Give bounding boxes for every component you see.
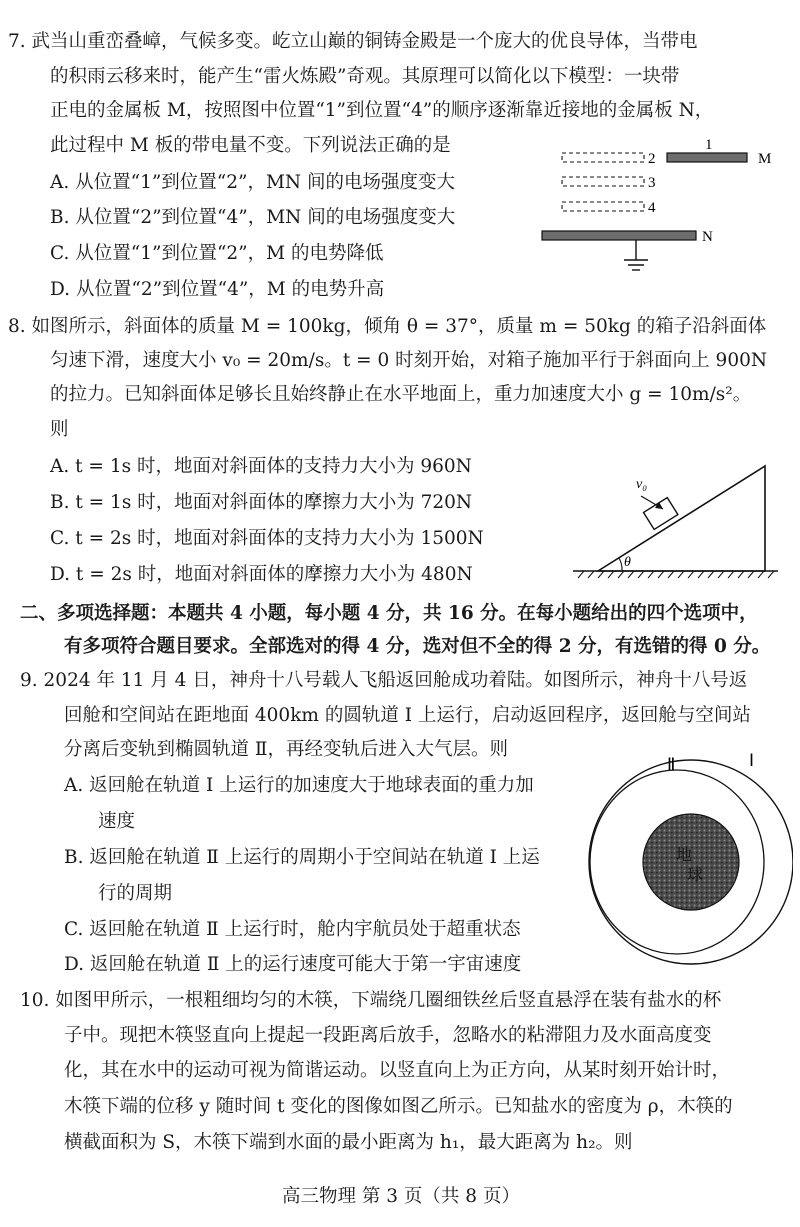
q7-line-3: 正电的金属板 M，按照图中位置“1”到位置“4”的顺序逐渐靠近接地的金属板 N， (50, 100, 714, 121)
q9-option-a: A. 返回舱在轨道 Ⅰ 上运行的加速度大于地球表面的重力加 (64, 775, 534, 796)
q8-option-d: D. t = 2s 时，地面对斜面体的摩擦力大小为 480N (50, 564, 473, 585)
section-2-line-1: 二、多项选择题：本题共 4 小题，每小题 4 分，共 16 分。在每小题给出的四个选项中， (20, 603, 758, 624)
q10-line-3: 化，其在水中的运动可视为简谐运动。以竖直向上为正方向，从某时刻开始计时， (64, 1060, 731, 1081)
plate-position-2 (562, 153, 644, 162)
page-footer: 高三物理 第 3 页（共 8 页） (282, 1186, 520, 1207)
q8-option-a: A. t = 1s 时，地面对斜面体的支持力大小为 960N (50, 456, 472, 477)
q10-line-2: 子中。现把木筷竖直向上提起一段距离后放手，忽略水的粘滞阻力及水面高度变 (64, 1025, 712, 1046)
fig7-label-m: M (758, 151, 772, 167)
q7-option-d: D. 从位置“2”到位置“4”，M 的电势升高 (50, 279, 385, 300)
q8-incline-figure (570, 458, 785, 583)
q9-option-b: B. 返回舱在轨道 Ⅱ 上运行的周期小于空间站在轨道 Ⅰ 上运 (64, 847, 540, 868)
fig7-label-n: N (702, 229, 713, 245)
fig8-label-v0: v₀ (636, 477, 648, 492)
q8-line-2: 匀速下滑，速度大小 v₀ = 20m/s。t = 0 时刻开始，对箱子施加平行于斜面向上 900N (50, 350, 768, 371)
q8-option-b: B. t = 1s 时，地面对斜面体的摩擦力大小为 720N (50, 492, 473, 513)
q9-orbit-figure (583, 744, 793, 974)
fig9-label-orbit-2: Ⅱ (667, 755, 676, 774)
q8-option-c: C. t = 2s 时，地面对斜面体的支持力大小为 1500N (50, 528, 484, 549)
q7-line-4: 此过程中 M 板的带电量不变。下列说法正确的是 (50, 135, 451, 156)
fig7-label-1: 1 (705, 137, 713, 153)
q8-line-1: 8. 如图所示，斜面体的质量 M = 100kg，倾角 θ = 37°，质量 m = 50kg 的箱子沿斜面体 (8, 316, 767, 337)
angle-arc (619, 558, 622, 571)
plate-position-4 (562, 202, 644, 211)
q9-option-b-cont: 行的周期 (98, 883, 173, 904)
q9-line-3: 分离后变轨到椭圆轨道 Ⅱ，再经变轨后进入大气层。则 (64, 739, 508, 760)
q7-option-b: B. 从位置“2”到位置“4”，MN 间的电场强度变大 (50, 207, 456, 228)
q7-option-c: C. 从位置“1”到位置“2”，M 的电势降低 (50, 243, 384, 264)
q8-line-3: 的拉力。已知斜面体足够长且始终静止在水平地面上，重力加速度大小 g = 10m/s²。 (50, 384, 752, 405)
q9-line-2: 回舱和空间站在距地面 400km 的圆轨道 Ⅰ 上运行，启动返回程序，返回舱与空间站 (64, 705, 751, 726)
q10-line-1: 10. 如图甲所示，一根粗细均匀的木筷，下端绕几圈细铁丝后竖直悬浮在装有盐水的杯 (20, 990, 722, 1011)
plate-m-position-1 (667, 153, 747, 162)
fig8-label-theta: θ (624, 555, 631, 570)
plate-position-3 (562, 177, 644, 186)
q10-line-5: 横截面积为 S，木筷下端到水面的最小距离为 h₁，最大距离为 h₂。则 (64, 1132, 633, 1153)
q8-line-4: 则 (50, 419, 69, 440)
q9-option-a-cont: 速度 (98, 811, 136, 832)
fig7-label-3: 3 (648, 175, 656, 191)
q10-line-4: 木筷下端的位移 y 随时间 t 变化的图像如图乙所示。已知盐水的密度为 ρ，木筷的 (64, 1096, 733, 1117)
plate-n (542, 231, 696, 240)
section-2-line-2: 有多项符合题目要求。全部选对的得 4 分，选对但不全的得 2 分，有选错的得 0 分。 (64, 636, 771, 657)
fig9-label-earth-1: 地 (676, 845, 693, 864)
q7-option-a: A. 从位置“1”到位置“2”，MN 间的电场强度变大 (50, 172, 456, 193)
q9-line-1: 9. 2024 年 11 月 4 日，神舟十八号载人飞船返回舱成功着陆。如图所示，神舟十八号返 (20, 670, 748, 691)
q9-option-c: C. 返回舱在轨道 Ⅱ 上运行时，舱内宇航员处于超重状态 (64, 919, 521, 940)
q9-option-d: D. 返回舱在轨道 Ⅱ 上的运行速度可能大于第一宇宙速度 (64, 954, 522, 975)
fig7-label-2: 2 (648, 151, 656, 167)
q7-capacitor-figure (530, 130, 790, 280)
fig7-label-4: 4 (648, 200, 656, 216)
q7-line-1: 7. 武当山重峦叠嶂，气候多变。屹立山巅的铜铸金殿是一个庞大的优良导体，当带电 (8, 31, 698, 52)
fig9-label-orbit-1: Ⅰ (749, 751, 755, 770)
q7-line-2: 的积雨云移来时，能产生“雷火炼殿”奇观。其原理可以简化以下模型：一块带 (50, 66, 680, 87)
fig9-label-earth-2: 球 (687, 865, 704, 884)
